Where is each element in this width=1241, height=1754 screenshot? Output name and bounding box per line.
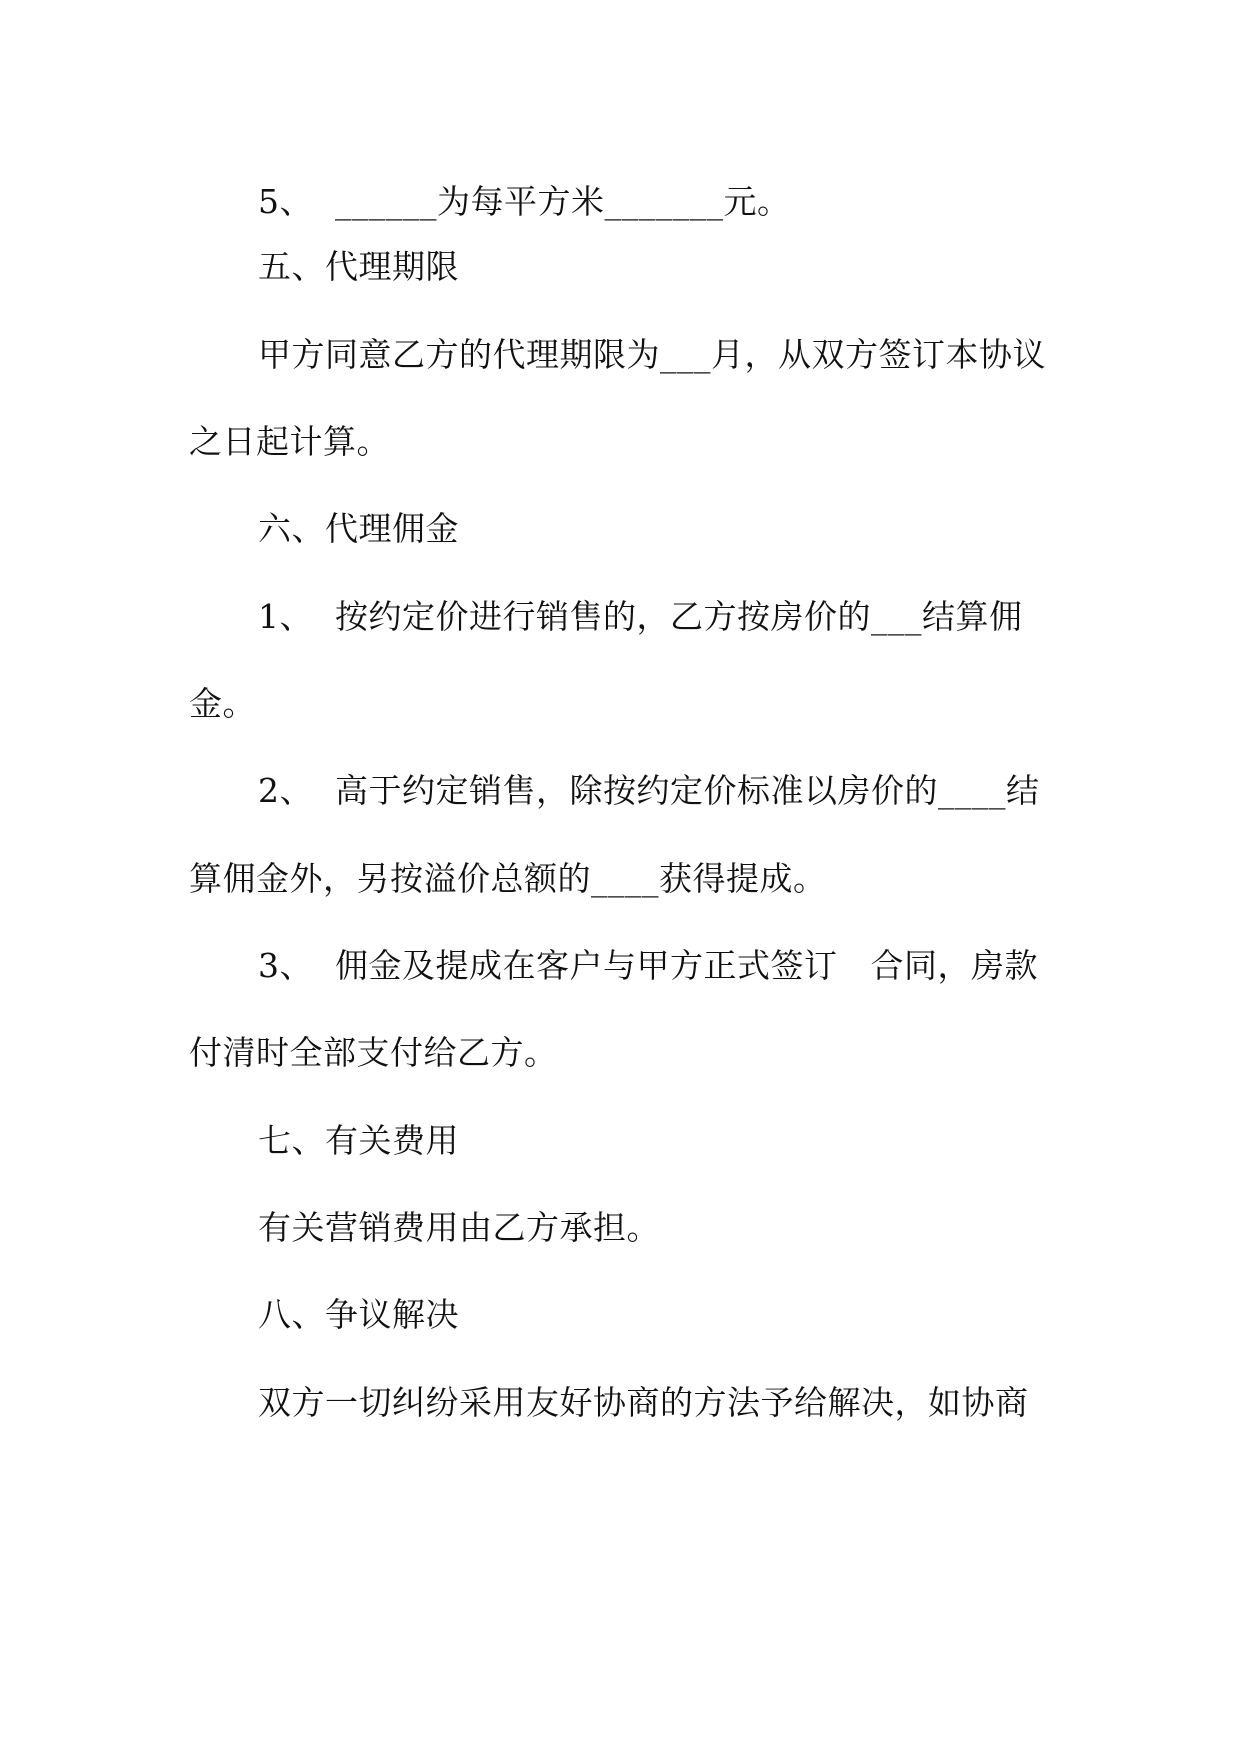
- agency-term-paragraph-line-2: 之日起计算。: [189, 422, 390, 461]
- agency-term-paragraph-line-1: 甲方同意乙方的代理期限为___月，从双方签订本协议: [258, 335, 1046, 374]
- clause-5-price-line: 5、 ______为每平方米_______元。: [258, 182, 791, 221]
- commission-clause-1-line-2: 金。: [189, 684, 256, 723]
- commission-clause-2-line-2: 算佣金外，另按溢价总额的____获得提成。: [189, 859, 827, 898]
- commission-clause-3-line-1: 3、 佣金及提成在客户与甲方正式签订 合同，房款: [258, 946, 1038, 985]
- commission-clause-2-line-1: 2、 高于约定销售，除按约定价标准以房价的____结: [258, 771, 1040, 810]
- commission-clause-1-line-1: 1、 按约定价进行销售的，乙方按房价的___结算佣: [258, 597, 1023, 636]
- dispute-resolution-paragraph-line-1: 双方一切纠纷采用友好协商的方法予给解决，如协商: [258, 1383, 1029, 1422]
- expenses-paragraph: 有关营销费用由乙方承担。: [258, 1208, 660, 1247]
- section-heading-dispute-resolution: 八、争议解决: [258, 1295, 459, 1334]
- section-heading-agency-term: 五、代理期限: [258, 247, 459, 286]
- section-heading-commission: 六、代理佣金: [258, 509, 459, 548]
- section-heading-expenses: 七、有关费用: [258, 1121, 459, 1160]
- commission-clause-3-line-2: 付清时全部支付给乙方。: [189, 1033, 558, 1072]
